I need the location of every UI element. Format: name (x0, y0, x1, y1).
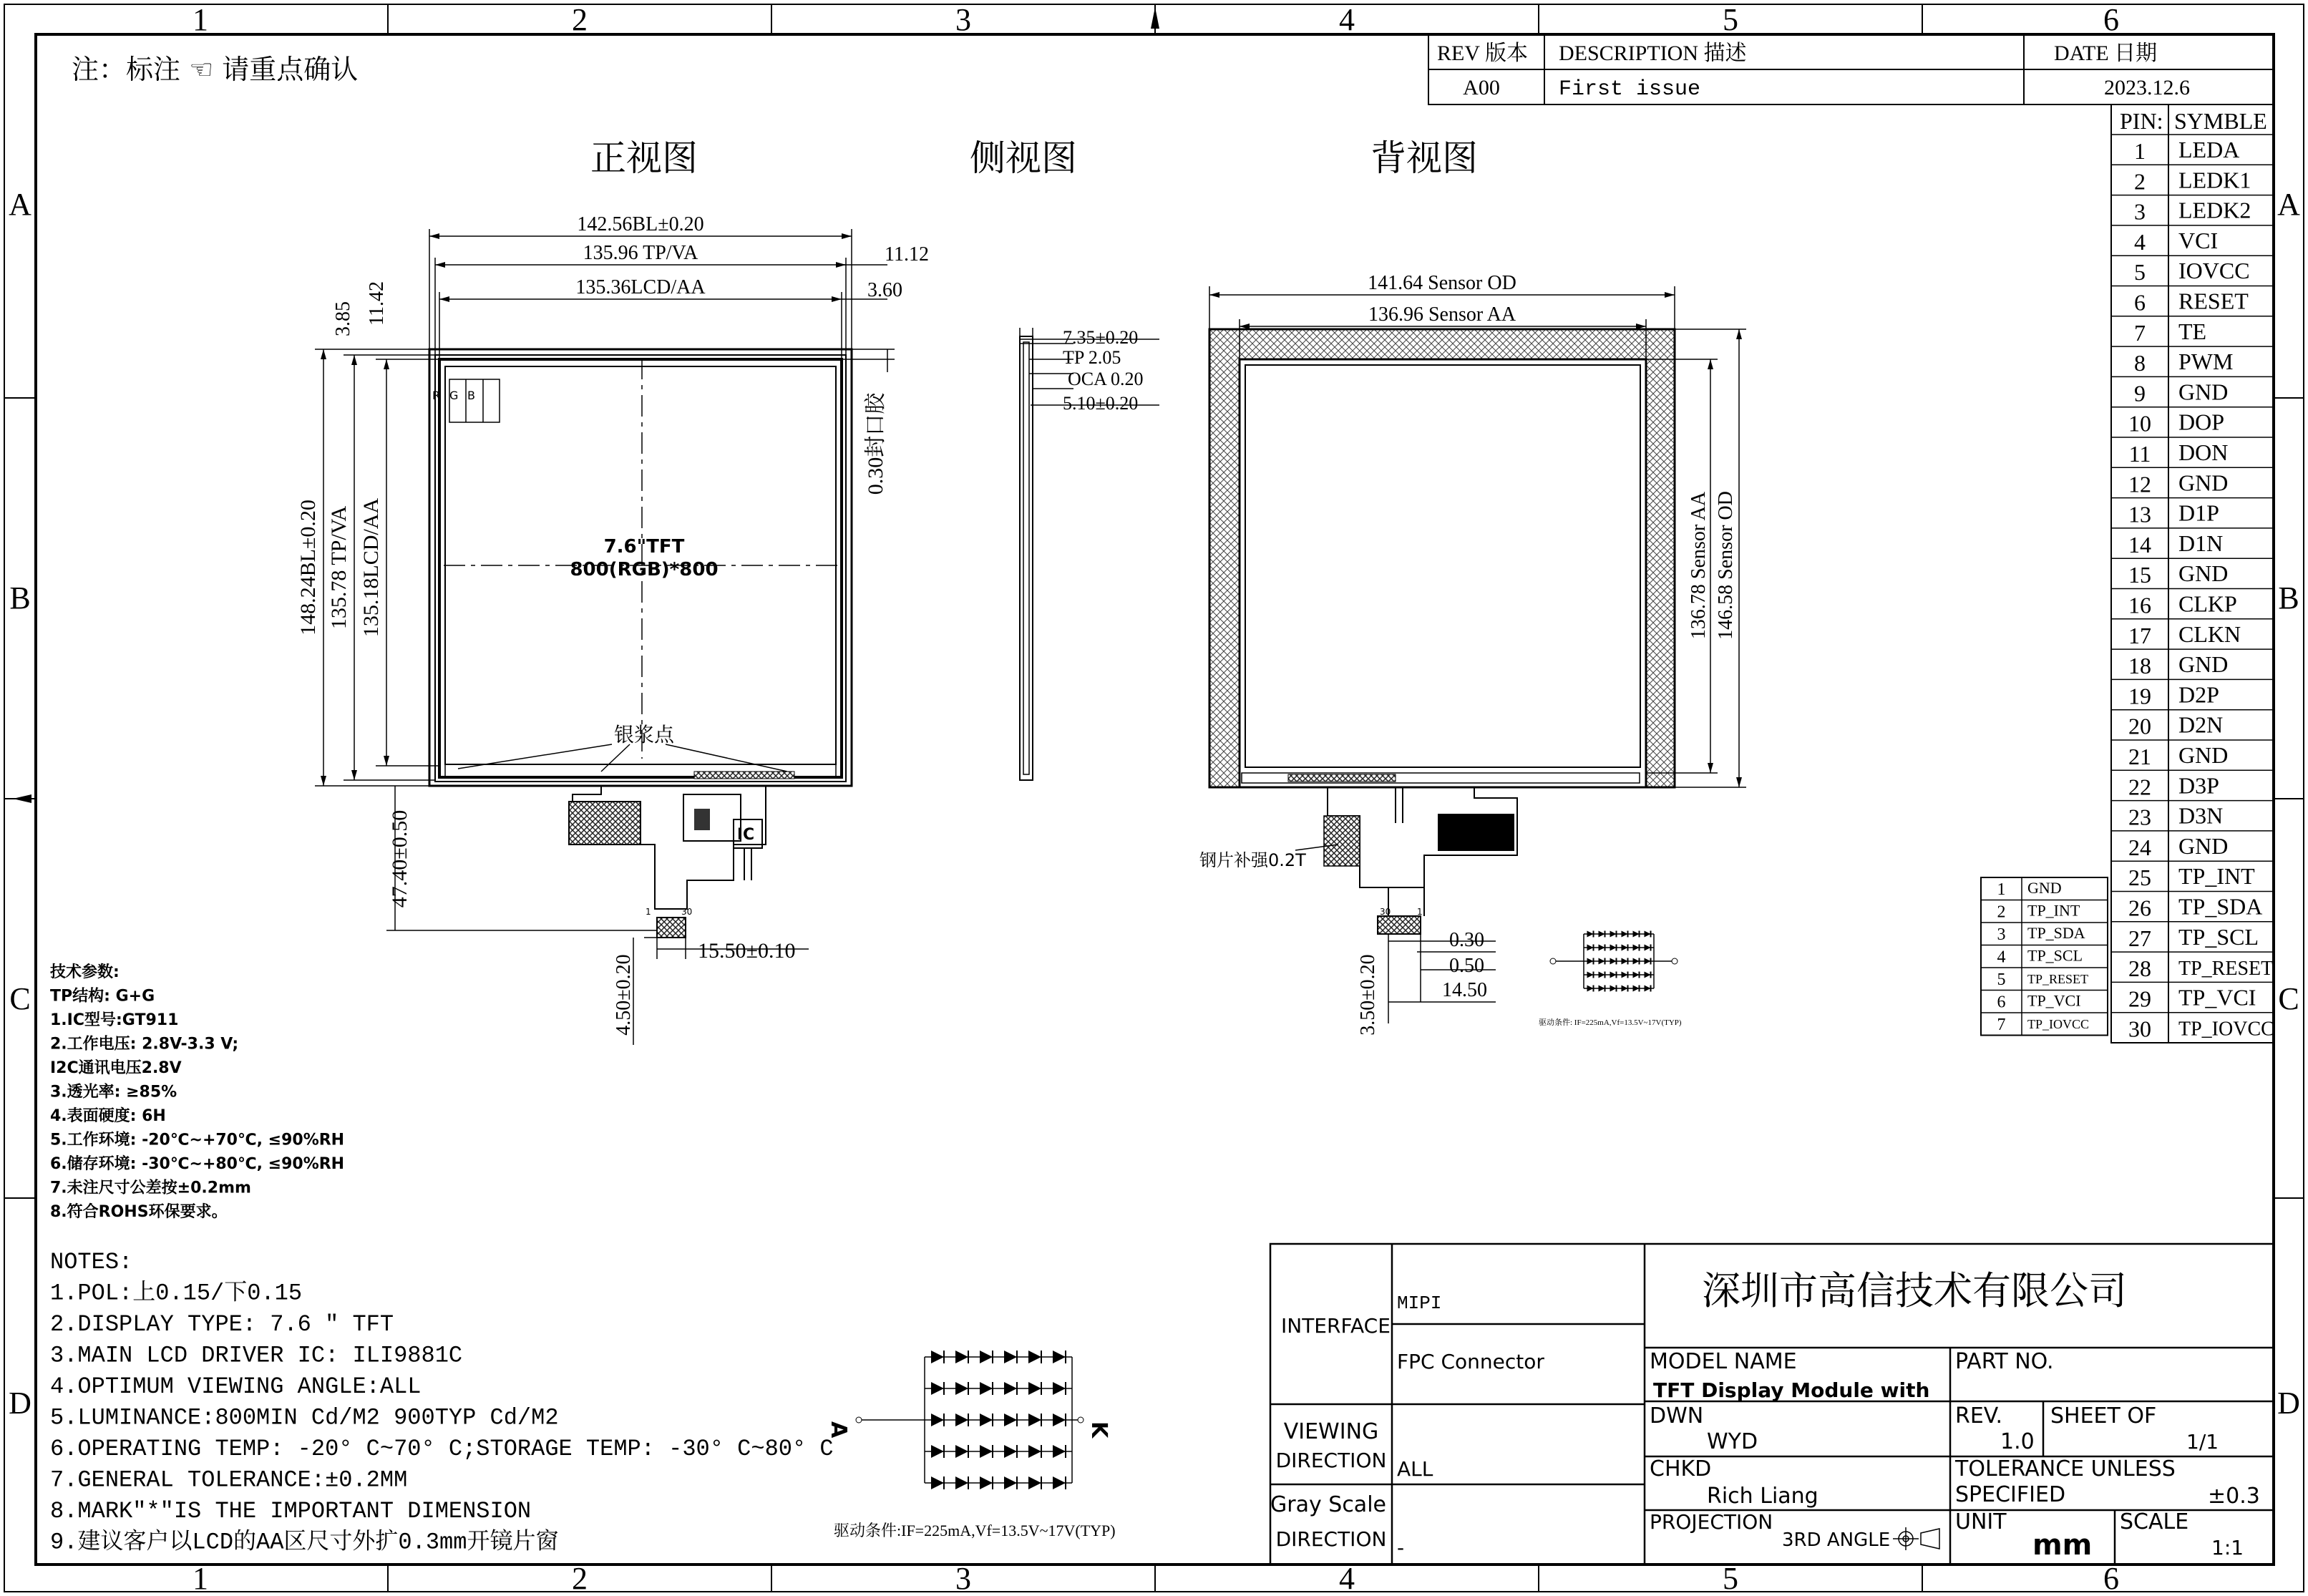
dim-sensor-od-width: 141.64 Sensor OD (1368, 272, 1516, 294)
tb-proj-label: PROJECTION (1650, 1510, 1773, 1534)
row-label-left: D (9, 1386, 31, 1421)
led-diode-icon (1633, 958, 1640, 965)
side-dim-lcd: 5.10±0.20 (1063, 393, 1139, 414)
column-label-top: 2 (572, 2, 588, 37)
panel-size-label: 7.6"TFT (603, 536, 685, 558)
led-diode-icon (1587, 972, 1594, 978)
pin-symbol: GND (2178, 742, 2229, 768)
note-line: 6.OPERATING TEMP: -20° C~70° C;STORAGE TEMP: -30° C~80° C (50, 1436, 834, 1462)
tp-pin-symbol: TP_IOVCC (2027, 1017, 2090, 1031)
row-label-right: D (2277, 1386, 2300, 1421)
rgb-b: B (467, 389, 475, 402)
pin-symbol: TE (2178, 318, 2207, 344)
note-line: 5.LUMINANCE:800MIN Cd/M2 900TYP Cd/M2 (50, 1404, 559, 1431)
pin-number: 20 (2128, 713, 2151, 739)
pin-number: 8 (2134, 350, 2146, 376)
led-schematic (856, 1351, 1084, 1489)
led-diode-icon (980, 1445, 993, 1458)
led-diode-icon (1610, 986, 1617, 992)
rev-header-version: REV 版本 (1437, 42, 1528, 65)
dim-11-42: 11.42 (366, 281, 388, 326)
led-diode-icon (1053, 1476, 1066, 1489)
note-line: 7.GENERAL TOLERANCE:±0.2MM (50, 1466, 408, 1494)
dim-glue: 0.30封口胶 (864, 392, 887, 495)
front-view (296, 213, 929, 1045)
dim-14-50: 14.50 (1442, 979, 1487, 1001)
tp-pin-symbol: TP_SDA (2027, 924, 2085, 942)
tp-pin-number: 7 (1997, 1016, 2006, 1034)
pin-number: 15 (2128, 562, 2151, 588)
led-diode-icon (1028, 1476, 1041, 1489)
dim-back-tail: 3.50±0.20 (1357, 954, 1379, 1036)
note-line: 1.POL:上0.15/下0.15 (50, 1280, 303, 1307)
dim-tp-width: 135.96 TP/VA (583, 242, 698, 264)
led-diode-icon (1610, 945, 1617, 951)
tp-pin-number: 5 (1997, 970, 2006, 989)
note-line: NOTES: (50, 1249, 133, 1275)
led-diode-icon (1622, 931, 1628, 938)
dim-tp-height: 135.78 TP/VA (327, 505, 351, 630)
tp-pin-number: 2 (1997, 902, 2006, 922)
tech-param-line: 技术参数: (50, 963, 120, 981)
note-line: 2.DISPLAY TYPE: 7.6 " TFT (50, 1311, 394, 1338)
tb-model-value: TFT Display Module with (1653, 1378, 1930, 1402)
tb-fpc: FPC Connector (1397, 1350, 1544, 1373)
pin-symbol: CLKP (2178, 590, 2237, 617)
pin-symbol: TP_RESET (2178, 958, 2274, 981)
led-diode-icon (1645, 986, 1651, 992)
column-label-top: 6 (2103, 2, 2119, 37)
row-label-left: C (9, 981, 31, 1016)
back-view (1199, 272, 1746, 1036)
tb-scale-label: SCALE (2120, 1509, 2189, 1534)
rgb-g: G (449, 389, 459, 402)
led-diode-icon (1053, 1413, 1066, 1426)
pin-number: 2 (2134, 168, 2146, 195)
column-label-bottom: 3 (955, 1561, 971, 1596)
side-dim-oca: OCA 0.20 (1068, 369, 1144, 389)
pin-symbol: GND (2178, 379, 2229, 405)
pin-symbol: CLKN (2178, 621, 2241, 647)
pin-number: 9 (2134, 380, 2146, 407)
led-diode-icon (1633, 931, 1640, 938)
led-diode-icon (1587, 945, 1594, 951)
tb-model-label: MODEL NAME (1650, 1349, 1797, 1374)
led-diode-icon (1004, 1382, 1017, 1395)
column-label-bottom: 4 (1339, 1561, 1355, 1596)
pin-header: PIN: (2120, 108, 2163, 134)
led-diode-icon (980, 1413, 993, 1426)
led-diode-icon (955, 1351, 968, 1363)
led-diode-icon (1004, 1413, 1017, 1426)
column-label-bottom: 2 (572, 1561, 588, 1596)
tb-gray-label: Gray Scale (1270, 1492, 1386, 1517)
led-diode-icon (955, 1413, 968, 1426)
pin-number: 11 (2128, 441, 2151, 467)
dim-fpc-tail: 4.50±0.20 (613, 954, 635, 1036)
led-diode-icon (1645, 931, 1651, 938)
dim-lcd-height: 135.18LCD/AA (359, 497, 383, 638)
pin-number: 27 (2128, 925, 2151, 951)
tech-param-line: 1.IC型号:GT911 (50, 1011, 179, 1029)
dim-3-85: 3.85 (332, 301, 354, 336)
led-diode-icon (931, 1445, 944, 1458)
front-fpc-pin-30: 30 (681, 907, 693, 917)
pin-number: 16 (2128, 592, 2151, 618)
dim-11-12: 11.12 (885, 243, 929, 266)
tb-interface-value: MIPI (1397, 1293, 1442, 1314)
frame-center-marks (13, 4, 1159, 803)
side-view (1020, 327, 1159, 780)
led-diode-icon (980, 1476, 993, 1489)
pin-number: 18 (2128, 653, 2151, 679)
tb-viewing-label: VIEWING (1283, 1419, 1379, 1444)
ic-label: IC (736, 826, 755, 844)
pin-symbol: DOP (2178, 409, 2225, 435)
column-label-bottom: 5 (1723, 1561, 1738, 1596)
view-title-back: 背视图 (1370, 137, 1478, 179)
led-diode-icon (1004, 1445, 1017, 1458)
led-terminal-anode (856, 1417, 862, 1423)
pin-symbol: IOVCC (2178, 258, 2250, 284)
led-diode-icon (1622, 986, 1628, 992)
led-diode-icon (1053, 1351, 1066, 1363)
tp-pin-symbol: GND (2027, 879, 2062, 897)
pin-symbol: RESET (2178, 288, 2249, 314)
tech-param-line: 8.符合ROHS环保要求。 (50, 1203, 228, 1221)
tb-sheet-value: 1/1 (2186, 1430, 2219, 1454)
front-fpc-pin-1: 1 (646, 907, 651, 917)
tb-viewing-label-2: DIRECTION (1275, 1449, 1387, 1472)
pin-number: 30 (2128, 1016, 2151, 1042)
view-title-front: 正视图 (590, 137, 698, 179)
pin-symbol: TP_IOVCC (2178, 1018, 2274, 1041)
tech-params (50, 963, 344, 1221)
tp-pin-number: 1 (1997, 880, 2006, 899)
tb-unit-value: mm (2032, 1529, 2093, 1562)
tb-dwn-label: DWN (1650, 1403, 1704, 1429)
pin-number: 6 (2134, 289, 2146, 316)
led-diode-icon (980, 1382, 993, 1395)
pin-number: 7 (2134, 319, 2146, 346)
led-diode-icon (1645, 972, 1651, 978)
led-diode-icon (1645, 945, 1651, 951)
led-diode-icon (931, 1413, 944, 1426)
pin-number: 19 (2128, 683, 2151, 709)
pin-number: 17 (2128, 622, 2151, 648)
tp-pin-symbol: TP_SCL (2027, 946, 2083, 965)
rev-cell-date: 2023.12.6 (2104, 76, 2190, 99)
pin-symbol: GND (2178, 469, 2229, 496)
pin-symbol: TP_INT (2178, 863, 2255, 890)
pin-symbol: GND (2178, 832, 2229, 859)
tech-param-line: 4.表面硬度: 6H (50, 1107, 166, 1125)
pin-number: 14 (2128, 531, 2151, 558)
note-line: 4.OPTIMUM VIEWING ANGLE:ALL (50, 1373, 422, 1400)
symbol-header: SYMBLE (2174, 108, 2267, 134)
tech-param-line: TP结构: G+G (50, 987, 155, 1006)
notes-list (50, 1249, 834, 1556)
tech-param-line: I2C通讯电压2.8V (50, 1059, 182, 1077)
pin-number: 10 (2128, 410, 2151, 437)
pin-symbol: GND (2178, 560, 2229, 587)
tb-chkd-label: CHKD (1650, 1456, 1712, 1481)
led-diode-icon (1587, 986, 1594, 992)
tb-viewing-value: ALL (1397, 1457, 1433, 1481)
tech-param-line: 7.未注尺寸公差按±0.2mm (50, 1179, 251, 1197)
pin-symbol: D1N (2178, 530, 2224, 556)
view-title-side: 侧视图 (970, 137, 1077, 179)
led-anode-label: A (826, 1421, 851, 1439)
dim-sensor-aa-width: 136.96 Sensor AA (1368, 303, 1516, 326)
led-cathode-label: K (1086, 1421, 1111, 1439)
tb-gray-value: - (1397, 1536, 1405, 1559)
tp-pin-number: 4 (1997, 948, 2006, 967)
projection-symbol-icon (1893, 1527, 1939, 1550)
pin-symbol: D2N (2178, 711, 2224, 738)
row-label-right: B (2278, 580, 2299, 615)
tp-pin-symbol: TP_RESET (2027, 972, 2089, 986)
tb-interface-label: INTERFACE (1281, 1314, 1391, 1338)
led-diode-icon (1028, 1445, 1041, 1458)
tb-company: 深圳市高信技术有限公司 (1702, 1268, 2127, 1313)
side-dim-tp: TP 2.05 (1063, 347, 1121, 368)
led-diode-icon (1622, 945, 1628, 951)
column-label-top: 5 (1723, 2, 1738, 37)
column-label-top: 3 (955, 2, 971, 37)
led-diode-icon (955, 1382, 968, 1395)
led-diode-icon (1599, 986, 1605, 992)
led-diode-icon (1028, 1382, 1041, 1395)
led-diode-icon (931, 1476, 944, 1489)
tb-scale-value: 1:1 (2211, 1536, 2244, 1559)
led-diode-icon (1587, 931, 1594, 938)
tb-sheet-label: SHEET OF (2050, 1403, 2157, 1429)
pin-number: 23 (2128, 804, 2151, 830)
tp-pin-number: 3 (1997, 925, 2006, 944)
rev-header-date: DATE 日期 (2054, 42, 2158, 65)
dim-bl-height: 148.24BL±0.20 (296, 500, 320, 636)
led-schematic-small (1550, 931, 1678, 992)
pin-number: 12 (2128, 471, 2151, 497)
side-dim-total: 7.35±0.20 (1063, 327, 1139, 348)
led-diode-icon (1004, 1351, 1017, 1363)
pin-number: 28 (2128, 955, 2151, 982)
tech-param-line: 2.工作电压: 2.8V-3.3 V; (50, 1035, 239, 1054)
led-diode-icon (931, 1382, 944, 1395)
pin-number: 5 (2134, 259, 2146, 286)
row-label-right: A (2277, 187, 2300, 222)
pin-symbol: D3N (2178, 802, 2224, 829)
led-diode-icon (1633, 972, 1640, 978)
led-diode-icon (1053, 1382, 1066, 1395)
led-terminal-cathode (1078, 1417, 1084, 1423)
silver-paste-label: 银浆点 (613, 723, 675, 746)
pin-table (2111, 104, 2274, 1043)
led-note-small: 驱动条件: IF=225mA,Vf=13.5V~17V(TYP) (1539, 1018, 1682, 1027)
tb-tol-label-2: SPECIFIED (1955, 1482, 2066, 1507)
pin-number: 24 (2128, 834, 2151, 860)
led-diode-icon (1004, 1476, 1017, 1489)
pin-number: 1 (2134, 138, 2146, 164)
note-line: 8.MARK"*"IS THE IMPORTANT DIMENSION (50, 1498, 532, 1524)
rev-cell-version: A00 (1463, 76, 1500, 99)
tech-param-line: 5.工作环境: -20℃~+70℃, ≤90%RH (50, 1131, 345, 1149)
column-label-bottom: 6 (2103, 1561, 2119, 1596)
pin-symbol: TP_VCI (2178, 984, 2256, 1011)
pin-symbol: DON (2178, 439, 2229, 465)
led-diode-icon (955, 1476, 968, 1489)
led-diode-icon (1599, 958, 1605, 965)
tb-unit-label: UNIT (1955, 1509, 2007, 1534)
dim-lcd-width: 135.36LCD/AA (575, 276, 706, 298)
pin-symbol: LEDK2 (2178, 197, 2251, 223)
led-terminal-anode (1550, 958, 1556, 964)
tb-rev-label: REV. (1955, 1403, 2002, 1429)
column-label-bottom: 1 (193, 1561, 208, 1596)
led-diode-icon (980, 1351, 993, 1363)
pin-number: 22 (2128, 774, 2151, 800)
dim-3-60: 3.60 (867, 279, 902, 301)
pin-number: 25 (2128, 865, 2151, 891)
pin-number: 26 (2128, 895, 2151, 921)
led-diode-icon (1599, 972, 1605, 978)
dim-0-30: 0.30 (1449, 929, 1484, 951)
tp-pin-symbol: TP_VCI (2027, 991, 2081, 1010)
dim-fpc-length: 47.40±0.50 (388, 809, 412, 908)
pin-symbol: LEDA (2178, 137, 2240, 162)
column-label-top: 4 (1339, 2, 1355, 37)
dim-bl-width: 142.56BL±0.20 (577, 213, 704, 235)
pin-number: 21 (2128, 744, 2151, 769)
led-diode-icon (1599, 931, 1605, 938)
led-diode-icon (1622, 972, 1628, 978)
pin-symbol: D2P (2178, 681, 2219, 708)
pin-number: 4 (2134, 228, 2146, 255)
tb-part-label: PART NO. (1955, 1349, 2054, 1374)
dim-fpc-width: 15.50±0.10 (698, 939, 796, 963)
pin-symbol: D3P (2178, 772, 2219, 799)
led-diode-icon (1645, 958, 1651, 965)
led-diode-icon (1053, 1445, 1066, 1458)
tb-proj-value: 3RD ANGLE (1782, 1529, 1891, 1551)
led-diode-icon (955, 1445, 968, 1458)
pin-symbol: D1P (2178, 500, 2219, 526)
led-diode-icon (1610, 958, 1617, 965)
row-labels (9, 187, 2300, 1421)
rgb-r: R (432, 389, 441, 402)
pin-symbol: GND (2178, 651, 2229, 678)
led-diode-icon (1610, 931, 1617, 938)
led-diode-icon (1028, 1351, 1041, 1363)
led-diode-icon (1622, 958, 1628, 965)
row-label-right: C (2278, 981, 2299, 1016)
tp-pin-table (1981, 877, 2108, 1036)
led-terminal-cathode (1672, 958, 1678, 964)
tp-pin-symbol: TP_INT (2027, 901, 2080, 920)
note-header: 注：标注 ☜ 请重点确认 (72, 54, 359, 85)
tb-dwn-value: WYD (1707, 1429, 1758, 1454)
rev-header-description: DESCRIPTION 描述 (1559, 42, 1747, 65)
pin-number: 3 (2134, 198, 2146, 225)
back-fpc-pin-30: 30 (1380, 907, 1391, 917)
dim-sensor-od-height: 146.58 Sensor OD (1715, 491, 1737, 640)
pin-symbol: TP_SDA (2178, 893, 2263, 920)
tech-param-line: 6.储存环境: -30℃~+80℃, ≤90%RH (50, 1155, 345, 1173)
tb-tol-value: ±0.3 (2208, 1484, 2260, 1509)
pin-symbol: PWM (2178, 349, 2234, 375)
led-diode-icon (1599, 945, 1605, 951)
pin-symbol: TP_SCL (2178, 923, 2259, 950)
led-diode-icon (931, 1351, 944, 1363)
steel-stiffener-label: 钢片补强0.2T (1199, 850, 1306, 870)
led-diode-icon (1587, 958, 1594, 965)
tb-chkd-value: Rich Liang (1707, 1484, 1818, 1509)
led-diode-icon (1028, 1413, 1041, 1426)
row-label-left: A (9, 187, 31, 222)
led-diode-icon (1633, 986, 1640, 992)
tb-rev-value: 1.0 (2000, 1429, 2035, 1454)
tp-pin-number: 6 (1997, 993, 2006, 1012)
tb-tol-label: TOLERANCE UNLESS (1955, 1456, 2176, 1481)
column-labels (193, 2, 2119, 1596)
note-line: 3.MAIN LCD DRIVER IC: ILI9881C (50, 1342, 463, 1369)
led-diode-icon (1610, 972, 1617, 978)
tech-param-line: 3.透光率: ≥85% (50, 1083, 177, 1101)
back-fpc-pin-1: 1 (1417, 907, 1423, 917)
rev-cell-description: First issue (1559, 77, 1701, 102)
row-label-left: B (9, 580, 31, 615)
dim-sensor-aa-height: 136.78 Sensor AA (1688, 491, 1710, 640)
dim-0-50: 0.50 (1449, 955, 1484, 977)
pin-number: 29 (2128, 986, 2151, 1012)
column-label-top: 1 (193, 2, 208, 37)
tb-gray-label-2: DIRECTION (1275, 1527, 1387, 1551)
panel-resolution-label: 800(RGB)*800 (570, 559, 719, 580)
pin-symbol: VCI (2178, 227, 2219, 253)
led-drive-note: 驱动条件:IF=225mA,Vf=13.5V~17V(TYP) (834, 1522, 1116, 1539)
pin-symbol: LEDK1 (2178, 167, 2251, 193)
pin-number: 13 (2128, 501, 2151, 527)
note-line: 9.建议客户以LCD的AA区尺寸外扩0.3mm开镜片窗 (50, 1529, 559, 1556)
led-diode-icon (1633, 945, 1640, 951)
